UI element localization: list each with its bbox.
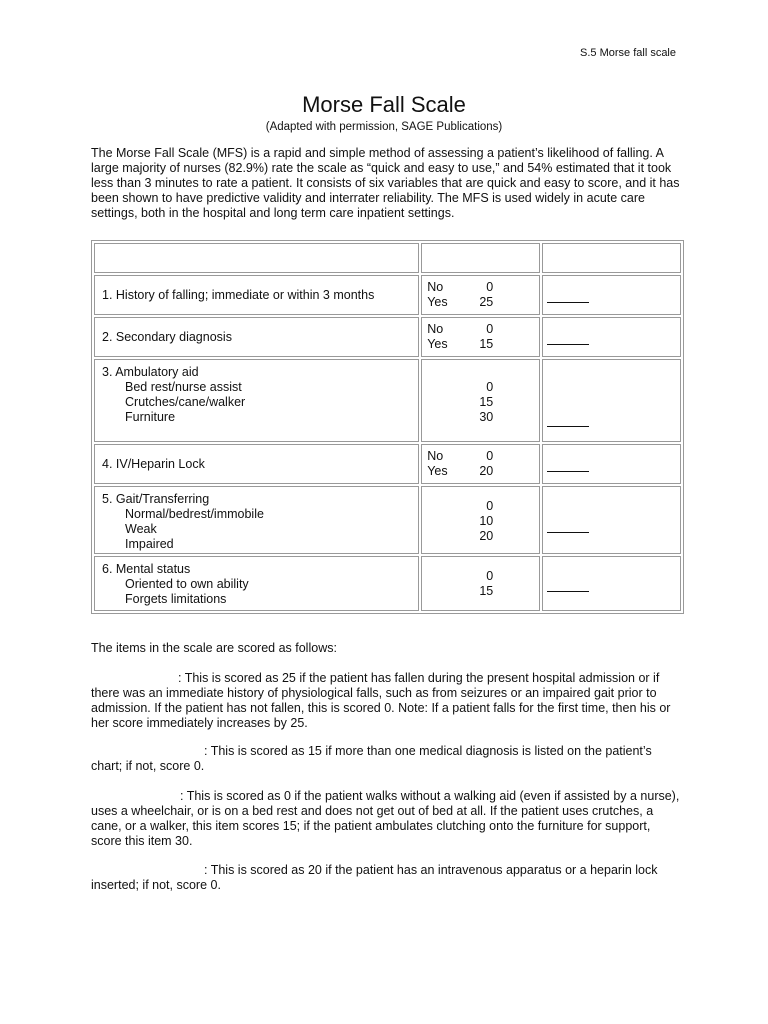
score-blank[interactable] [547, 531, 589, 533]
intro-paragraph: The Morse Fall Scale (MFS) is a rapid and simple method of assessing a patient’s likelihood of falling. A large majority of nurses (82.9%) rate the scale as “quick and easy to use,” and 54% estimated that it took less than 3 minutes to rate a patient. It consists of six variables that are quick and easy to score, and it has been shown to have predictive validity and interrater reliability. The MFS is used widely in acute care settings, both in the hospital and long term care inpatient settings. [91, 146, 680, 220]
table-row [94, 359, 681, 442]
score-cell [542, 486, 681, 554]
score-cell [542, 275, 681, 315]
score-cell [542, 556, 681, 611]
score-blank[interactable] [547, 343, 589, 345]
item-scale [421, 444, 540, 484]
scale-option: 30 [479, 410, 494, 424]
item-scale [421, 556, 540, 611]
header-cell-score [542, 243, 681, 273]
score-cell [542, 444, 681, 484]
item-scale [421, 359, 540, 442]
item-label: 3. Ambulatory aid Bed rest/nurse assist Crutches/cane/walker Furniture [94, 359, 419, 442]
scale-option: 15 [479, 395, 494, 409]
item-scale [421, 275, 540, 315]
score-blank[interactable] [547, 470, 589, 472]
morse-fall-scale-table [91, 240, 684, 614]
scale-option: No 0 [427, 280, 494, 294]
scale-option: 0 [486, 499, 494, 513]
scale-option: No 0 [427, 322, 494, 336]
score-blank[interactable] [547, 590, 589, 592]
scoring-paragraph-diagnosis: : This is scored as 15 if more than one medical diagnosis is listed on the patient’s chart; if not, score 0. [91, 744, 652, 773]
item-scale [421, 317, 540, 357]
table-row [94, 275, 681, 315]
scale-option: 20 [479, 529, 494, 543]
page-subtitle: (Adapted with permission, SAGE Publications) [265, 121, 503, 133]
scale-option: Yes 25 [427, 295, 494, 309]
table-header-row [94, 243, 681, 273]
table-row [94, 444, 681, 484]
table-row [94, 317, 681, 357]
item-label: 6. Mental status Oriented to own ability Forgets limitations [94, 556, 419, 611]
scoring-paragraph-iv: : This is scored as 20 if the patient has an intravenous apparatus or a heparin lock inserted; if not, score 0. [91, 863, 658, 892]
scale-option: Yes 15 [427, 337, 494, 351]
scale-option: 0 [486, 569, 494, 583]
item-label: 5. Gait/Transferring Normal/bedrest/immobile Weak Impaired [94, 486, 419, 554]
score-cell [542, 359, 681, 442]
header-cell-item [94, 243, 419, 273]
scale-option: 10 [479, 514, 494, 528]
scale-option: 15 [479, 584, 494, 598]
item-label: 4. IV/Heparin Lock [94, 444, 419, 484]
item-label: 2. Secondary diagnosis [94, 317, 419, 357]
score-blank[interactable] [547, 301, 589, 303]
table-row [94, 486, 681, 554]
score-blank[interactable] [547, 425, 589, 427]
scale-option: No 0 [427, 449, 494, 463]
section-reference: S.5 Morse fall scale [580, 47, 676, 59]
score-cell [542, 317, 681, 357]
scoring-paragraph-ambulatory: : This is scored as 0 if the patient walks without a walking aid (even if assisted by a nurse), uses a wheelchair, or is on a bed rest and does not get out of bed at all. If the patient uses crutches, a cane, or a walker, this item scores 15; if the patient ambulates clutching onto the furniture for support, score this item 30. [91, 789, 680, 848]
scale-option: Yes 20 [427, 464, 494, 478]
scale-option: 0 [486, 380, 494, 394]
page-title: Morse Fall Scale [302, 92, 466, 117]
table-row [94, 556, 681, 611]
item-label: 1. History of falling; immediate or within 3 months [94, 275, 419, 315]
header-cell-scale [421, 243, 540, 273]
scoring-intro: The items in the scale are scored as follows: [91, 641, 337, 655]
item-scale [421, 486, 540, 554]
scoring-paragraph-history: : This is scored as 25 if the patient has fallen during the present hospital admission or if there was an immediate history of physiological falls, such as from seizures or an impaired gait prior to admission. If the patient has not fallen, this is scored 0. Note: If a patient falls for the first time, then his or her score immediately increases by 25. [91, 671, 671, 730]
